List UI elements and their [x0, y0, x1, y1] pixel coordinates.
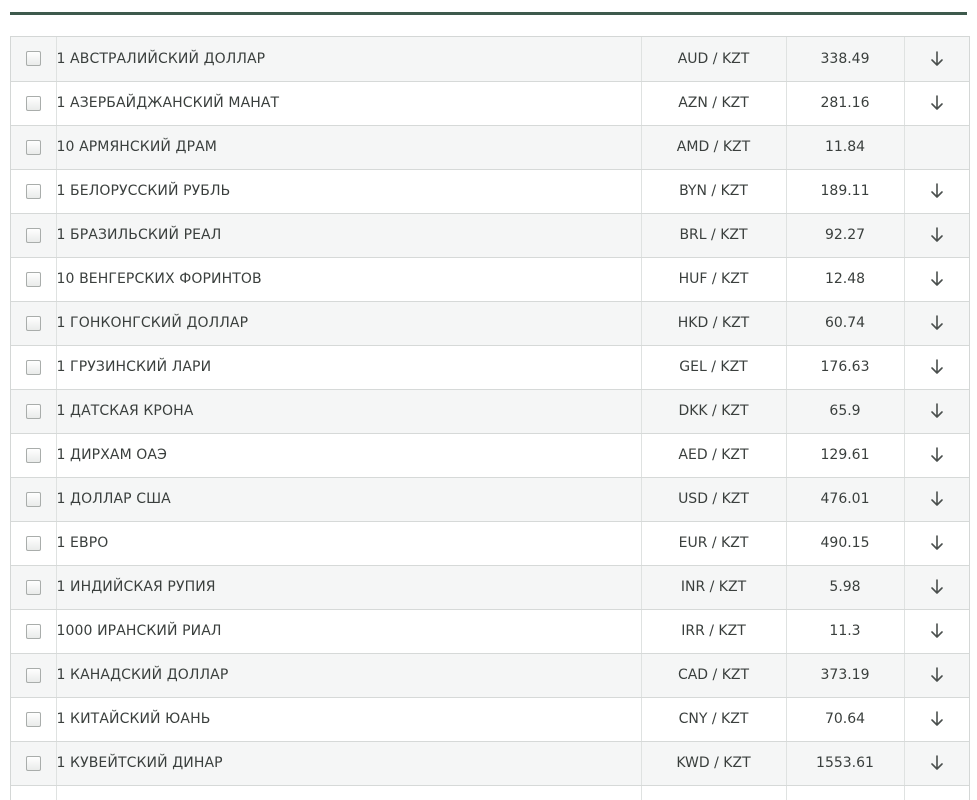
- trend-cell: [904, 301, 969, 345]
- rates-table: [11, 37, 969, 800]
- arrow-down-icon: [930, 183, 944, 199]
- trend-cell: [904, 697, 969, 741]
- exchange-rate: 281.16: [786, 81, 904, 125]
- currency-pair: INR / KZT: [641, 565, 786, 609]
- row-checkbox-cell: [11, 433, 56, 477]
- trend-cell: [904, 565, 969, 609]
- trend-cell: [904, 257, 969, 301]
- row-checkbox-cell: [11, 301, 56, 345]
- arrow-down-icon: [930, 579, 944, 595]
- trend-cell: [904, 125, 969, 169]
- currency-pair: BYN / KZT: [641, 169, 786, 213]
- currency-pair: BRL / KZT: [641, 213, 786, 257]
- table-row[interactable]: [11, 213, 969, 257]
- currency-name: 1 ГОНКОНГСКИЙ ДОЛЛАР: [56, 301, 641, 345]
- currency-name: 1000 ИРАНСКИЙ РИАЛ: [56, 609, 641, 653]
- currency-name: 1 КАНАДСКИЙ ДОЛЛАР: [56, 653, 641, 697]
- currency-pair: EUR / KZT: [641, 521, 786, 565]
- arrow-down-icon: [930, 447, 944, 463]
- arrow-down-icon: [930, 711, 944, 727]
- row-checkbox[interactable]: [26, 624, 41, 639]
- currency-name: 1 АЗЕРБАЙДЖАНСКИЙ МАНАТ: [56, 81, 641, 125]
- row-checkbox[interactable]: [26, 96, 41, 111]
- exchange-rate: 5.98: [786, 565, 904, 609]
- arrow-down-icon: [930, 315, 944, 331]
- currency-name: 1 ДАТСКАЯ КРОНА: [56, 389, 641, 433]
- exchange-rate: 1553.61: [786, 741, 904, 785]
- row-checkbox[interactable]: [26, 272, 41, 287]
- currency-pair: AMD / KZT: [641, 125, 786, 169]
- table-row[interactable]: [11, 257, 969, 301]
- currency-name: 1 КУВЕЙТСКИЙ ДИНАР: [56, 741, 641, 785]
- currency-pair: HKD / KZT: [641, 301, 786, 345]
- row-checkbox-cell: [11, 653, 56, 697]
- row-checkbox[interactable]: [26, 360, 41, 375]
- currency-name: 1 БРАЗИЛЬСКИЙ РЕАЛ: [56, 213, 641, 257]
- table-row[interactable]: [11, 389, 969, 433]
- currency-name: 1 ЕВРО: [56, 521, 641, 565]
- rates-table-body: [11, 37, 969, 800]
- exchange-rate: 60.74: [786, 301, 904, 345]
- currency-name: 1 ИНДИЙСКАЯ РУПИЯ: [56, 565, 641, 609]
- trend-cell: [904, 169, 969, 213]
- row-checkbox[interactable]: [26, 536, 41, 551]
- row-checkbox[interactable]: [26, 668, 41, 683]
- arrow-down-icon: [930, 535, 944, 551]
- currency-pair: IRR / KZT: [641, 609, 786, 653]
- currency-pair: AZN / KZT: [641, 81, 786, 125]
- row-checkbox-cell: [11, 389, 56, 433]
- arrow-down-icon: [930, 667, 944, 683]
- exchange-rate: 338.49: [786, 37, 904, 81]
- currency-pair: HUF / KZT: [641, 257, 786, 301]
- trend-cell: [904, 741, 969, 785]
- arrow-down-icon: [930, 95, 944, 111]
- table-row[interactable]: [11, 653, 969, 697]
- row-checkbox-cell: [11, 741, 56, 785]
- currency-name: [56, 785, 641, 800]
- arrow-down-icon: [930, 359, 944, 375]
- exchange-rate: 476.01: [786, 477, 904, 521]
- row-checkbox[interactable]: [26, 184, 41, 199]
- table-row[interactable]: [11, 433, 969, 477]
- arrow-down-icon: [930, 491, 944, 507]
- exchange-rate: 92.27: [786, 213, 904, 257]
- table-row[interactable]: [11, 169, 969, 213]
- currency-name: 1 ДИРХАМ ОАЭ: [56, 433, 641, 477]
- header-divider: [10, 12, 967, 15]
- row-checkbox[interactable]: [26, 448, 41, 463]
- exchange-rate: 65.9: [786, 389, 904, 433]
- table-row[interactable]: [11, 521, 969, 565]
- row-checkbox-cell: [11, 477, 56, 521]
- exchange-rate: 373.19: [786, 653, 904, 697]
- trend-cell: [904, 785, 969, 800]
- currency-pair: USD / KZT: [641, 477, 786, 521]
- trend-cell: [904, 37, 969, 81]
- table-row[interactable]: [11, 697, 969, 741]
- currency-name: 1 БЕЛОРУССКИЙ РУБЛЬ: [56, 169, 641, 213]
- currency-name: 1 ДОЛЛАР США: [56, 477, 641, 521]
- currency-pair: AED / KZT: [641, 433, 786, 477]
- row-checkbox[interactable]: [26, 712, 41, 727]
- row-checkbox-cell: [11, 257, 56, 301]
- currency-pair: AUD / KZT: [641, 37, 786, 81]
- exchange-rate: 12.48: [786, 257, 904, 301]
- arrow-down-icon: [930, 403, 944, 419]
- row-checkbox[interactable]: [26, 404, 41, 419]
- table-row[interactable]: [11, 37, 969, 81]
- trend-cell: [904, 609, 969, 653]
- row-checkbox-cell: [11, 125, 56, 169]
- trend-cell: [904, 653, 969, 697]
- exchange-rate: 11.84: [786, 125, 904, 169]
- exchange-rate: 70.64: [786, 697, 904, 741]
- arrow-down-icon: [930, 623, 944, 639]
- arrow-down-icon: [930, 755, 944, 771]
- currency-name: 1 ГРУЗИНСКИЙ ЛАРИ: [56, 345, 641, 389]
- rates-table-container: [10, 36, 970, 800]
- row-checkbox[interactable]: [26, 51, 41, 66]
- table-row[interactable]: [11, 125, 969, 169]
- currency-name: 10 ВЕНГЕРСКИХ ФОРИНТОВ: [56, 257, 641, 301]
- trend-cell: [904, 345, 969, 389]
- table-row[interactable]: [11, 477, 969, 521]
- row-checkbox-cell: [11, 81, 56, 125]
- currency-pair: GEL / KZT: [641, 345, 786, 389]
- table-row[interactable]: [11, 301, 969, 345]
- row-checkbox-cell: [11, 785, 56, 800]
- table-row[interactable]: [11, 609, 969, 653]
- row-checkbox[interactable]: [26, 140, 41, 155]
- row-checkbox[interactable]: [26, 228, 41, 243]
- trend-cell: [904, 213, 969, 257]
- currency-pair: KWD / KZT: [641, 741, 786, 785]
- table-row[interactable]: [11, 345, 969, 389]
- exchange-rate: 490.15: [786, 521, 904, 565]
- row-checkbox-cell: [11, 37, 56, 81]
- currency-pair: CNY / KZT: [641, 697, 786, 741]
- trend-cell: [904, 521, 969, 565]
- row-checkbox-cell: [11, 565, 56, 609]
- table-row[interactable]: [11, 741, 969, 785]
- row-checkbox[interactable]: [26, 492, 41, 507]
- arrow-down-icon: [930, 271, 944, 287]
- row-checkbox-cell: [11, 169, 56, 213]
- row-checkbox-cell: [11, 213, 56, 257]
- trend-cell: [904, 477, 969, 521]
- currency-name: 1 АВСТРАЛИЙСКИЙ ДОЛЛАР: [56, 37, 641, 81]
- table-row[interactable]: [11, 81, 969, 125]
- table-row[interactable]: [11, 785, 969, 800]
- row-checkbox-cell: [11, 609, 56, 653]
- exchange-rate: 11.3: [786, 609, 904, 653]
- currency-pair: DKK / KZT: [641, 389, 786, 433]
- trend-cell: [904, 389, 969, 433]
- row-checkbox[interactable]: [26, 580, 41, 595]
- exchange-rate: 129.61: [786, 433, 904, 477]
- exchange-rate: 176.63: [786, 345, 904, 389]
- row-checkbox[interactable]: [26, 316, 41, 331]
- row-checkbox[interactable]: [26, 756, 41, 771]
- row-checkbox-cell: [11, 521, 56, 565]
- trend-cell: [904, 81, 969, 125]
- currency-pair: [641, 785, 786, 800]
- row-checkbox-cell: [11, 697, 56, 741]
- arrow-down-icon: [930, 227, 944, 243]
- currency-name: 10 АРМЯНСКИЙ ДРАМ: [56, 125, 641, 169]
- exchange-rate: 189.11: [786, 169, 904, 213]
- currency-name: 1 КИТАЙСКИЙ ЮАНЬ: [56, 697, 641, 741]
- exchange-rate: [786, 785, 904, 800]
- row-checkbox-cell: [11, 345, 56, 389]
- arrow-down-icon: [930, 51, 944, 67]
- table-row[interactable]: [11, 565, 969, 609]
- currency-pair: CAD / KZT: [641, 653, 786, 697]
- trend-cell: [904, 433, 969, 477]
